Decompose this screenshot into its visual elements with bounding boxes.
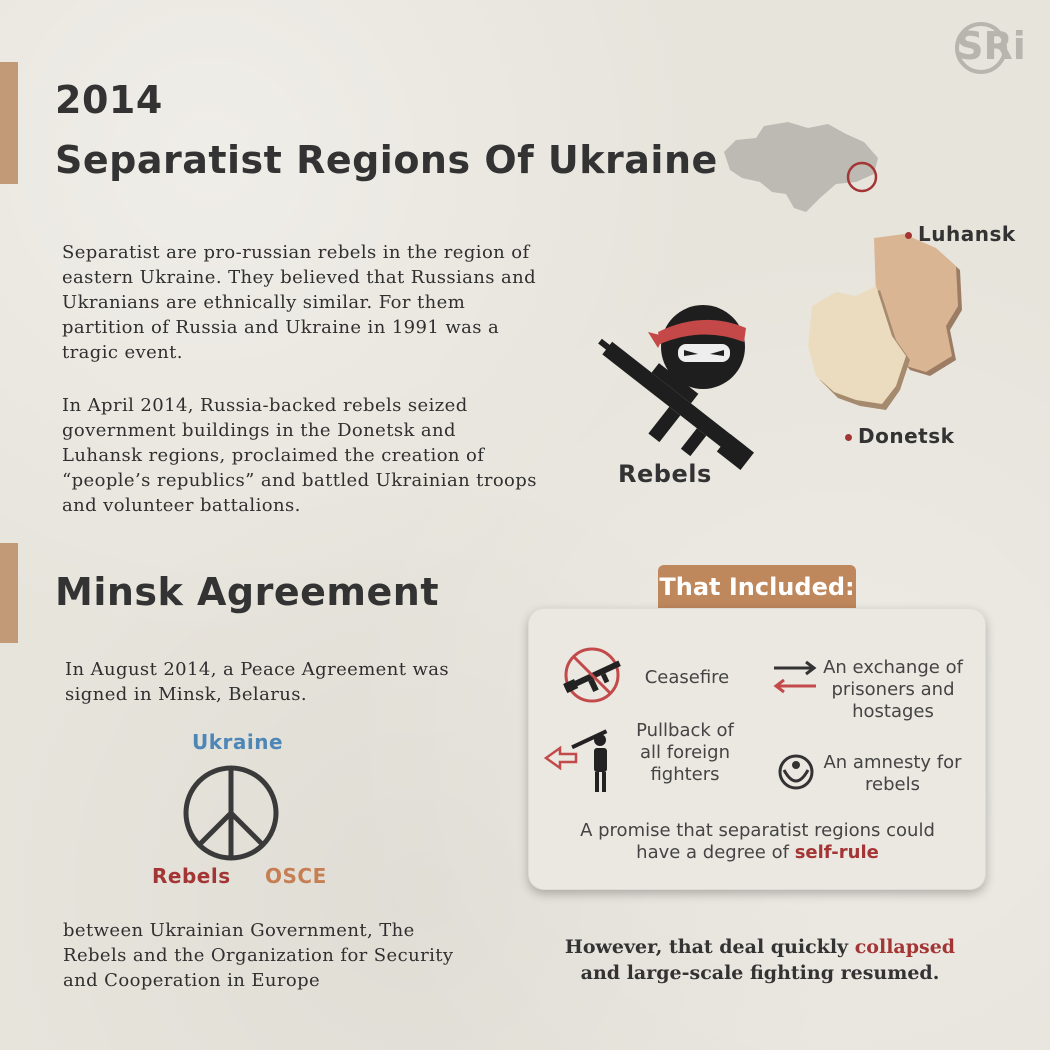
luhansk-dot bbox=[905, 232, 912, 239]
rebels-label: Rebels bbox=[618, 460, 712, 488]
minsk-paragraph-2: between Ukrainian Government, The Rebels and the Organization for Security and Cooperation in Europe bbox=[63, 920, 454, 991]
minsk-title: Minsk Agreement bbox=[55, 570, 439, 614]
logo: SRi bbox=[955, 20, 1027, 72]
page-title: Separatist Regions Of Ukraine bbox=[55, 138, 718, 182]
accent-bar-top bbox=[0, 62, 18, 184]
year-heading: 2014 bbox=[55, 78, 163, 122]
donetsk-dot bbox=[845, 434, 852, 441]
exchange-text: An exchange of prisoners and hostages bbox=[823, 657, 963, 722]
party-rebels: Rebels bbox=[152, 864, 231, 888]
amnesty-text: An amnesty for rebels bbox=[823, 752, 962, 795]
collapsed-highlight: collapsed bbox=[854, 936, 956, 958]
intro-paragraph-2: In April 2014, Russia-backed rebels seized government buildings in the Donetsk and Luhansk regions, proclaimed the creation of “people’s republics” and battled Ukrainian troops and volunteer battalions. bbox=[62, 395, 537, 516]
amnesty-icon bbox=[776, 752, 816, 792]
exchange-arrows-icon bbox=[772, 660, 818, 694]
soldier-pullback-icon bbox=[542, 728, 622, 794]
peace-symbol-icon bbox=[180, 762, 282, 864]
party-ukraine: Ukraine bbox=[192, 730, 284, 754]
included-badge: That Included: bbox=[658, 565, 856, 609]
footer-conclusion: However, that deal quickly collapsed and large-scale fighting resumed. bbox=[564, 936, 956, 984]
accent-bar-bottom bbox=[0, 543, 18, 643]
ceasefire-text: Ceasefire bbox=[644, 667, 730, 688]
party-osce: OSCE bbox=[265, 864, 327, 888]
donetsk-label: Donetsk bbox=[845, 424, 954, 448]
luhansk-label: Luhansk bbox=[905, 222, 1016, 246]
intro-paragraph-1: Separatist are pro-russian rebels in the region of eastern Ukraine. They believed that Russians and Ukranians are ethnically similar. For them partition of Russia and Ukraine in 1991 was a tragic event. bbox=[62, 242, 537, 363]
minsk-paragraph-1: In August 2014, a Peace Agreement was signed in Minsk, Belarus. bbox=[65, 659, 450, 705]
donbas-regions-map bbox=[800, 230, 970, 420]
self-rule-highlight: self-rule bbox=[794, 842, 879, 863]
self-rule-promise: A promise that separatist regions could have a degree of self-rule bbox=[580, 820, 935, 863]
no-weapons-icon bbox=[560, 645, 626, 705]
pullback-text: Pullback of all foreign fighters bbox=[636, 720, 734, 785]
ukraine-map-icon bbox=[716, 112, 886, 222]
